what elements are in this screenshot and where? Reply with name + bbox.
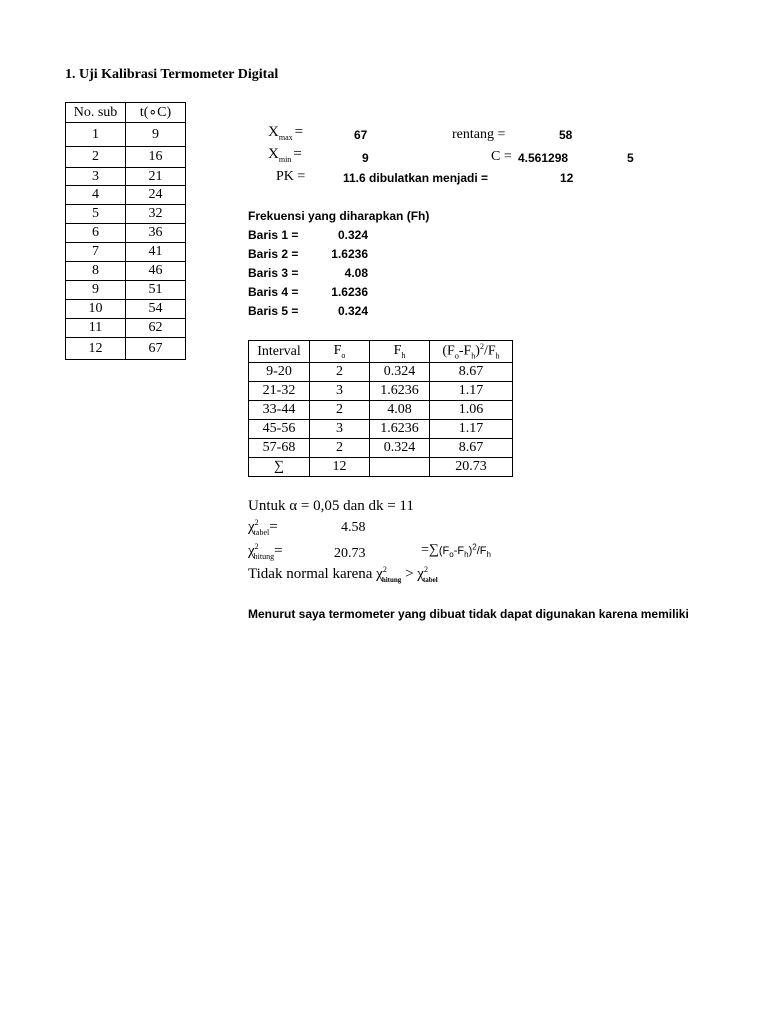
cell-temp: 16 bbox=[126, 147, 186, 168]
temperature-data-table bbox=[65, 102, 186, 360]
cell-no: 11 bbox=[66, 319, 126, 338]
fh-row-value: 1.6236 bbox=[331, 247, 368, 261]
column-header-interval: Interval bbox=[249, 341, 310, 363]
table-row bbox=[66, 224, 186, 243]
cell-temp: 54 bbox=[126, 300, 186, 319]
table-row bbox=[66, 168, 186, 186]
cell-temp: 46 bbox=[126, 262, 186, 281]
sum-fo: 12 bbox=[310, 458, 370, 477]
c-rounded-value: 5 bbox=[627, 151, 634, 165]
fh-row-value: 0.324 bbox=[337, 304, 368, 318]
chi-tabel-value: 4.58 bbox=[341, 520, 366, 535]
normality-conclusion: Tidak normal karena $\chi^2_{hitung} > \chi^2_{tabel}$ bbox=[248, 565, 438, 584]
cell-chi: 1.06 bbox=[430, 401, 513, 420]
xmax-value: 67 bbox=[354, 128, 368, 142]
cell-no: 2 bbox=[66, 147, 126, 168]
table-row bbox=[249, 439, 513, 458]
xmin-label: $X_{min}$ = bbox=[268, 146, 302, 164]
cell-fh: 4.08 bbox=[370, 401, 430, 420]
fh-row-value: 4.08 bbox=[344, 266, 368, 280]
cell-no: 5 bbox=[66, 205, 126, 224]
cell-chi: 1.17 bbox=[430, 382, 513, 401]
fh-heading: Frekuensi yang diharapkan (Fh) bbox=[248, 209, 430, 223]
cell-fo: 3 bbox=[310, 420, 370, 439]
cell-interval: 9-20 bbox=[249, 363, 310, 382]
cell-no: 7 bbox=[66, 243, 126, 262]
rentang-value: 58 bbox=[559, 128, 573, 142]
pk-value: 11.6 dibulatkan menjadi = bbox=[343, 171, 489, 185]
table-row bbox=[66, 147, 186, 168]
cell-no: 6 bbox=[66, 224, 126, 243]
column-header-temperature: t(∘C) bbox=[126, 103, 186, 123]
fh-row-label: Baris 3 = bbox=[248, 266, 299, 280]
table-row bbox=[66, 338, 186, 360]
fh-row-label: Baris 5 = bbox=[248, 304, 299, 318]
chi-tabel-label: $\chi^2_{tabel}=$ bbox=[248, 518, 278, 537]
column-header-no-sub: No. sub bbox=[66, 103, 126, 123]
chi-hitung-label: $\chi^2_{hitung}=$ bbox=[248, 542, 283, 561]
cell-chi: 1.17 bbox=[430, 420, 513, 439]
cell-no: 1 bbox=[66, 123, 126, 147]
table-row bbox=[249, 363, 513, 382]
cell-interval: 33-44 bbox=[249, 401, 310, 420]
final-note: Menurut saya termometer yang dibuat tidak dapat digunakan karena memiliki bbox=[248, 607, 689, 621]
sum-fh bbox=[370, 458, 430, 477]
table-row bbox=[66, 123, 186, 147]
cell-temp: 62 bbox=[126, 319, 186, 338]
column-header-chi-component: $(F_o-F_h)^2/F_h$ bbox=[430, 341, 513, 363]
cell-no: 12 bbox=[66, 338, 126, 360]
cell-temp: 51 bbox=[126, 281, 186, 300]
pk-label: PK = bbox=[276, 169, 306, 184]
column-header-fo: $F_o$ bbox=[310, 341, 370, 363]
table-row bbox=[249, 382, 513, 401]
table-row-total bbox=[249, 458, 513, 477]
cell-no: 4 bbox=[66, 186, 126, 205]
table-row bbox=[66, 243, 186, 262]
cell-interval: 21-32 bbox=[249, 382, 310, 401]
table-row bbox=[249, 401, 513, 420]
cell-interval: 45-56 bbox=[249, 420, 310, 439]
chi-hitung-value: 20.73 bbox=[334, 546, 366, 561]
sum-chi: 20.73 bbox=[430, 458, 513, 477]
cell-no: 3 bbox=[66, 168, 126, 186]
fh-row-value: 1.6236 bbox=[331, 285, 368, 299]
cell-temp: 21 bbox=[126, 168, 186, 186]
cell-no: 10 bbox=[66, 300, 126, 319]
cell-temp: 41 bbox=[126, 243, 186, 262]
table-row bbox=[66, 319, 186, 338]
cell-fo: 2 bbox=[310, 401, 370, 420]
table-row bbox=[66, 281, 186, 300]
cell-no: 8 bbox=[66, 262, 126, 281]
c-value: 4.561298 bbox=[518, 151, 569, 165]
c-label: C = bbox=[491, 149, 512, 164]
cell-fh: 1.6236 bbox=[370, 420, 430, 439]
sum-symbol: ∑ bbox=[249, 458, 310, 477]
chi-square-table bbox=[248, 340, 513, 477]
cell-chi: 8.67 bbox=[430, 363, 513, 382]
page-title: 1. Uji Kalibrasi Termometer Digital bbox=[65, 67, 279, 82]
fh-row-label: Baris 1 = bbox=[248, 228, 299, 242]
fh-row-label: Baris 4 = bbox=[248, 285, 299, 299]
fh-row-label: Baris 2 = bbox=[248, 247, 299, 261]
alpha-dk-line: Untuk α = 0,05 dan dk = 11 bbox=[248, 498, 414, 514]
cell-fh: 1.6236 bbox=[370, 382, 430, 401]
cell-interval: 57-68 bbox=[249, 439, 310, 458]
table-row bbox=[66, 262, 186, 281]
table-row bbox=[249, 420, 513, 439]
cell-temp: 67 bbox=[126, 338, 186, 360]
cell-fh: 0.324 bbox=[370, 439, 430, 458]
chi-formula: $=\sum(F_o-F_h)^2/F_h$ bbox=[421, 542, 491, 559]
cell-chi: 8.67 bbox=[430, 439, 513, 458]
column-header-fh: $F_h$ bbox=[370, 341, 430, 363]
table-row bbox=[66, 300, 186, 319]
cell-temp: 36 bbox=[126, 224, 186, 243]
cell-fo: 3 bbox=[310, 382, 370, 401]
pk-rounded-value: 12 bbox=[560, 171, 574, 185]
cell-temp: 24 bbox=[126, 186, 186, 205]
rentang-label: rentang = bbox=[452, 127, 506, 142]
xmin-value: 9 bbox=[362, 151, 369, 165]
table-row bbox=[66, 186, 186, 205]
cell-fo: 2 bbox=[310, 363, 370, 382]
cell-temp: 32 bbox=[126, 205, 186, 224]
cell-temp: 9 bbox=[126, 123, 186, 147]
table-row bbox=[66, 205, 186, 224]
xmax-label: $X_{max}$ = bbox=[268, 124, 304, 142]
cell-no: 9 bbox=[66, 281, 126, 300]
cell-fh: 0.324 bbox=[370, 363, 430, 382]
fh-row-value: 0.324 bbox=[337, 228, 368, 242]
cell-fo: 2 bbox=[310, 439, 370, 458]
